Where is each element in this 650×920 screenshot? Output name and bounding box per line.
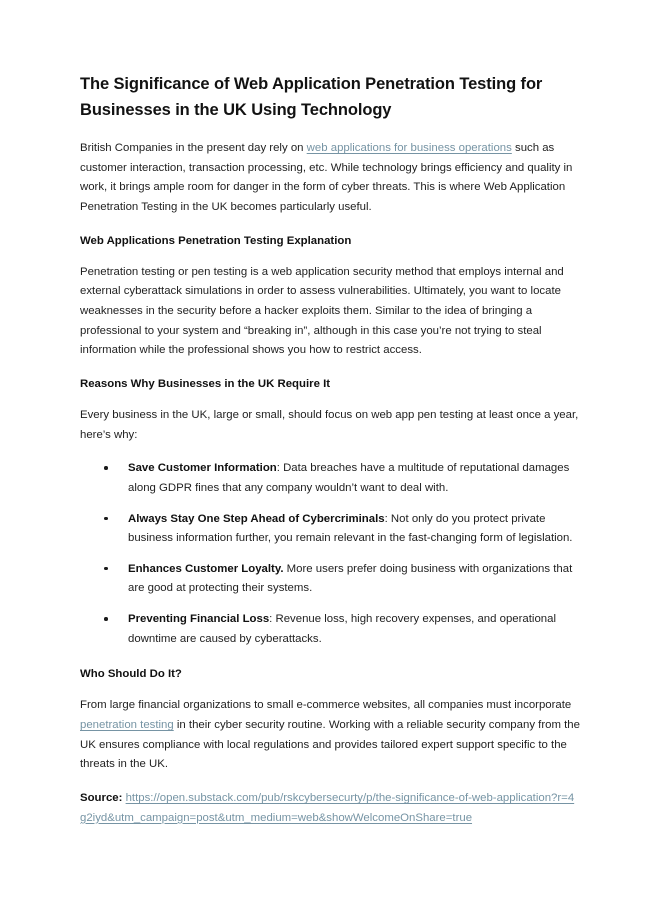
bullet-dot-icon (104, 466, 108, 470)
penetration-testing-link[interactable]: penetration testing (80, 719, 174, 732)
who-text-before-link: From large financial organizations to small e-commerce websites, all companies must incorporate (80, 699, 572, 712)
intro-text-before-link: British Companies in the present day rely on (80, 142, 307, 155)
who-text-after-link: in their cyber security routine. Working with a reliable security company from the UK ensures compliance with local regulations and provides tailored expert support specific to the threats in the UK. (80, 719, 580, 771)
list-item (80, 510, 580, 549)
list-item-text: : Not only do you protect private business information further, you remain relevant in the fast-changing form of legislation. (128, 512, 573, 545)
list-item-text: : Data breaches have a multitude of reputational damages along GDPR fines that any company wouldn’t want to deal with. (128, 462, 570, 494)
list-item-lead: Always Stay One Step Ahead of Cybercriminals (128, 512, 385, 525)
reasons-bullet-list (80, 459, 580, 649)
source-label: Source: (80, 791, 123, 804)
explanation-paragraph: Penetration testing or pen testing is a web application security method that employs internal and external cyberattack simulations in order to assess vulnerabilities. Ultimately, you want to locate weaknesses in the security before a hacker exploits them. Similar to the idea of bringing a professional to your system and “breaking in”, although in this case you’re not trying to steal information while the professional shows you how to restrict access. (80, 265, 564, 357)
section-heading-reasons: Reasons Why Businesses in the UK Require It (80, 377, 331, 390)
list-item-lead: Enhances Customer Loyalty. (128, 562, 284, 575)
page-title: The Significance of Web Application Penetration Testing for Businesses in the UK Using Technology (80, 75, 543, 119)
section-heading-explanation: Web Applications Penetration Testing Explanation (80, 234, 352, 247)
intro-text-after-link: such as customer interaction, transaction processing, etc. While technology brings efficiency and quality in work, it brings ample room for danger in the form of cyber threats. This is where Web Application Penetration Testing in the UK becomes particularly useful. (80, 142, 573, 213)
list-item-text: : Revenue loss, high recovery expenses, and operational downtime are caused by cyberattacks. (128, 612, 556, 645)
source-paragraph (80, 789, 580, 828)
who-should-do-it-paragraph (80, 696, 580, 774)
section-heading-who-should-do-it: Who Should Do It? (80, 668, 182, 681)
reasons-intro-paragraph: Every business in the UK, large or small, should focus on web app pen testing at least once a year, here’s why: (80, 409, 579, 441)
source-url-link[interactable]: https://open.substack.com/pub/rskcybersecurty/p/the-significance-of-web-application?r=4g2iyd&utm_campaign=post&utm_medium=web&showWelcomeOnShare=true (80, 791, 575, 824)
bullet-dot-icon (104, 517, 108, 521)
list-item-lead: Save Customer Information (128, 462, 277, 475)
reasons-list-block (80, 459, 580, 649)
web-applications-link[interactable]: web applications for business operations (306, 142, 512, 155)
bullet-dot-icon (104, 567, 108, 571)
list-item (80, 560, 580, 599)
list-item (80, 459, 580, 498)
bullet-dot-icon (104, 617, 108, 621)
list-item-lead: Preventing Financial Loss (128, 612, 270, 625)
list-item (80, 610, 580, 649)
list-item-text: More users prefer doing business with organizations that are good at protecting their systems. (128, 562, 573, 595)
intro-paragraph (80, 139, 580, 217)
